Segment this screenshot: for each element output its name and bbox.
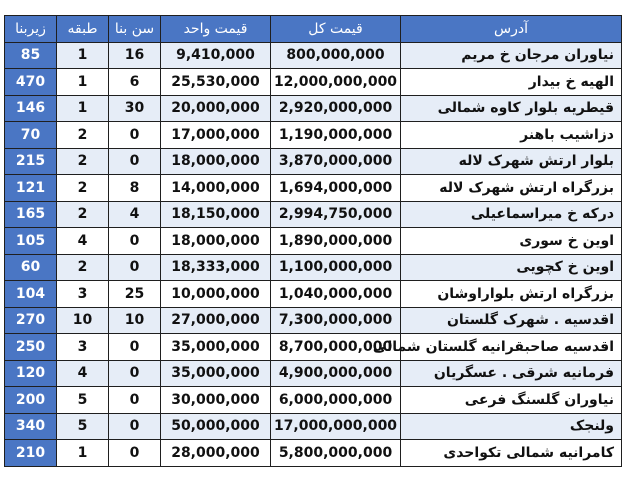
cell-age: 0 xyxy=(109,440,161,467)
table-row xyxy=(5,360,622,387)
cell-total-price: 7,300,000,000 xyxy=(271,307,401,334)
cell-age: 4 xyxy=(109,201,161,228)
cell-area: 470 xyxy=(5,69,57,96)
cell-unit-price: 14,000,000 xyxy=(161,175,271,202)
table-row xyxy=(5,69,622,96)
cell-unit-price: 18,150,000 xyxy=(161,201,271,228)
cell-area: 120 xyxy=(5,360,57,387)
cell-floor: 4 xyxy=(57,228,109,255)
cell-address: اوین خ سوری xyxy=(401,228,622,255)
cell-age: 0 xyxy=(109,413,161,440)
cell-total-price: 1,190,000,000 xyxy=(271,122,401,149)
table-row xyxy=(5,95,622,122)
cell-address: اقدسیه صاحبقرانیه گلستان شمالی xyxy=(401,334,622,361)
header-unit-price: قیمت واحد xyxy=(161,16,271,43)
table-row xyxy=(5,281,622,308)
cell-total-price: 2,920,000,000 xyxy=(271,95,401,122)
cell-floor: 1 xyxy=(57,440,109,467)
cell-address: بزرگراه ارتش بلواراوشان xyxy=(401,281,622,308)
cell-floor: 5 xyxy=(57,387,109,414)
cell-age: 0 xyxy=(109,148,161,175)
cell-total-price: 1,694,000,000 xyxy=(271,175,401,202)
cell-age: 25 xyxy=(109,281,161,308)
cell-area: 60 xyxy=(5,254,57,281)
cell-age: 30 xyxy=(109,95,161,122)
cell-unit-price: 20,000,000 xyxy=(161,95,271,122)
cell-floor: 2 xyxy=(57,254,109,281)
cell-total-price: 8,700,000,000 xyxy=(271,334,401,361)
cell-address: اوین خ کچویی xyxy=(401,254,622,281)
cell-total-price: 1,890,000,000 xyxy=(271,228,401,255)
cell-age: 0 xyxy=(109,122,161,149)
cell-unit-price: 27,000,000 xyxy=(161,307,271,334)
cell-floor: 3 xyxy=(57,334,109,361)
cell-floor: 1 xyxy=(57,42,109,69)
cell-area: 250 xyxy=(5,334,57,361)
cell-area: 105 xyxy=(5,228,57,255)
table-row xyxy=(5,175,622,202)
cell-unit-price: 9,410,000 xyxy=(161,42,271,69)
cell-total-price: 800,000,000 xyxy=(271,42,401,69)
header-address: آدرس xyxy=(401,16,622,43)
cell-floor: 1 xyxy=(57,95,109,122)
cell-unit-price: 35,000,000 xyxy=(161,334,271,361)
cell-floor: 2 xyxy=(57,201,109,228)
header-floor: طبقه xyxy=(57,16,109,43)
table-row xyxy=(5,42,622,69)
cell-address: الهیه خ بیدار xyxy=(401,69,622,96)
cell-total-price: 6,000,000,000 xyxy=(271,387,401,414)
table-row xyxy=(5,387,622,414)
cell-unit-price: 50,000,000 xyxy=(161,413,271,440)
cell-unit-price: 10,000,000 xyxy=(161,281,271,308)
cell-unit-price: 25,530,000 xyxy=(161,69,271,96)
cell-age: 6 xyxy=(109,69,161,96)
cell-floor: 3 xyxy=(57,281,109,308)
header-total-price: قیمت کل xyxy=(271,16,401,43)
cell-floor: 10 xyxy=(57,307,109,334)
price-table-container xyxy=(4,15,621,467)
cell-total-price: 5,800,000,000 xyxy=(271,440,401,467)
cell-unit-price: 18,000,000 xyxy=(161,148,271,175)
cell-total-price: 1,040,000,000 xyxy=(271,281,401,308)
cell-unit-price: 18,333,000 xyxy=(161,254,271,281)
cell-address: ولنجک xyxy=(401,413,622,440)
cell-floor: 2 xyxy=(57,175,109,202)
cell-age: 10 xyxy=(109,307,161,334)
cell-area: 104 xyxy=(5,281,57,308)
cell-unit-price: 30,000,000 xyxy=(161,387,271,414)
table-header-row xyxy=(5,16,622,43)
cell-address: فرمانیه شرقی . عسگریان xyxy=(401,360,622,387)
cell-age: 16 xyxy=(109,42,161,69)
cell-area: 340 xyxy=(5,413,57,440)
cell-area: 165 xyxy=(5,201,57,228)
cell-floor: 5 xyxy=(57,413,109,440)
table-row xyxy=(5,307,622,334)
cell-age: 0 xyxy=(109,228,161,255)
cell-address: بزرگراه ارتش شهرک لاله xyxy=(401,175,622,202)
cell-area: 146 xyxy=(5,95,57,122)
cell-total-price: 2,994,750,000 xyxy=(271,201,401,228)
cell-unit-price: 17,000,000 xyxy=(161,122,271,149)
cell-area: 215 xyxy=(5,148,57,175)
cell-unit-price: 28,000,000 xyxy=(161,440,271,467)
table-row xyxy=(5,228,622,255)
cell-address: کامرانیه شمالی تکواحدی xyxy=(401,440,622,467)
cell-area: 270 xyxy=(5,307,57,334)
cell-age: 8 xyxy=(109,175,161,202)
table-row xyxy=(5,122,622,149)
cell-area: 121 xyxy=(5,175,57,202)
cell-area: 70 xyxy=(5,122,57,149)
cell-floor: 2 xyxy=(57,148,109,175)
cell-address: دزاشیب باهنر xyxy=(401,122,622,149)
cell-age: 0 xyxy=(109,334,161,361)
cell-floor: 2 xyxy=(57,122,109,149)
cell-address: اقدسیه . شهرک گلستان xyxy=(401,307,622,334)
cell-total-price: 17,000,000,000 xyxy=(271,413,401,440)
cell-area: 85 xyxy=(5,42,57,69)
table-body xyxy=(5,42,622,466)
cell-age: 0 xyxy=(109,387,161,414)
cell-address: قیطریه بلوار کاوه شمالی xyxy=(401,95,622,122)
table-row xyxy=(5,413,622,440)
cell-total-price: 1,100,000,000 xyxy=(271,254,401,281)
table-row xyxy=(5,440,622,467)
cell-address: نیاوران گلسنگ فرعی xyxy=(401,387,622,414)
cell-area: 200 xyxy=(5,387,57,414)
cell-age: 0 xyxy=(109,254,161,281)
cell-total-price: 12,000,000,000 xyxy=(271,69,401,96)
cell-address: درکه خ میراسماعیلی xyxy=(401,201,622,228)
table-row xyxy=(5,334,622,361)
table-row xyxy=(5,254,622,281)
cell-floor: 4 xyxy=(57,360,109,387)
header-area: زیربنا xyxy=(5,16,57,43)
property-price-table xyxy=(4,15,622,467)
cell-floor: 1 xyxy=(57,69,109,96)
cell-total-price: 4,900,000,000 xyxy=(271,360,401,387)
table-row xyxy=(5,148,622,175)
cell-address: نیاوران مرجان خ مریم xyxy=(401,42,622,69)
header-age: سن بنا xyxy=(109,16,161,43)
cell-total-price: 3,870,000,000 xyxy=(271,148,401,175)
cell-unit-price: 18,000,000 xyxy=(161,228,271,255)
cell-address: بلوار ارتش شهرک لاله xyxy=(401,148,622,175)
cell-unit-price: 35,000,000 xyxy=(161,360,271,387)
cell-area: 210 xyxy=(5,440,57,467)
table-row xyxy=(5,201,622,228)
cell-age: 0 xyxy=(109,360,161,387)
